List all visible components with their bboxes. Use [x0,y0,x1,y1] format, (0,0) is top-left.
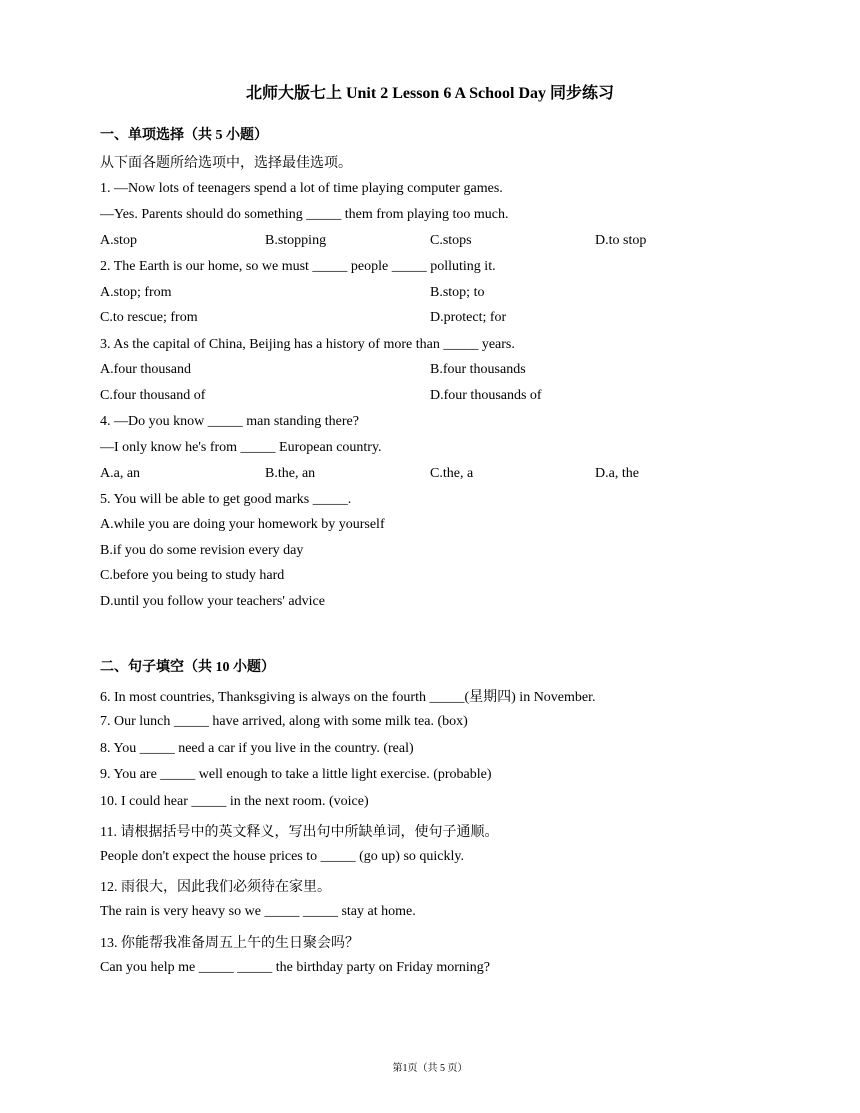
q2-option-a: A.stop; from [100,285,172,300]
q2-line1: 2. The Earth is our home, so we must _____ people _____ polluting it. [100,259,496,274]
q1-option-c: C.stops [430,233,472,248]
q13-sentence: Can you help me _____ _____ the birthday party on Friday morning? [100,960,490,975]
q4-option-c: C.the, a [430,466,474,481]
q4-line2: —I only know he's from _____ European country. [100,440,382,455]
q1-line1: 1. —Now lots of teenagers spend a lot of time playing computer games. [100,181,503,196]
q4-option-d: D.a, the [595,466,639,481]
q3-option-a: A.four thousand [100,362,191,377]
page-footer: 第1页（共 5 页） [392,1063,468,1074]
q2-option-b: B.stop; to [430,285,485,300]
q4-line1: 4. —Do you know _____ man standing there? [100,414,359,429]
q5-option-d: D.until you follow your teachers' advice [100,594,325,609]
section2-heading: 二、句子填空（共 10 小题） [100,660,275,675]
section1-heading: 一、单项选择（共 5 小题） [100,128,268,143]
q5-option-c: C.before you being to study hard [100,568,285,583]
q12-sentence: The rain is very heavy so we _____ _____ stay at home. [100,904,416,919]
q10: 10. I could hear _____ in the next room. (voice) [100,794,369,809]
q2-option-c: C.to rescue; from [100,310,198,325]
q5-line1: 5. You will be able to get good marks _____. [100,492,352,507]
q1-option-d: D.to stop [595,233,647,248]
q6: 6. In most countries, Thanksgiving is always on the fourth _____(星期四) in November. [100,690,596,705]
q4-option-b: B.the, an [265,466,316,481]
q1-option-a: A.stop [100,233,137,248]
section1-instruction: 从下面各题所给选项中，选择最佳选项。 [100,156,352,171]
q12-chinese: 12. 雨很大，因此我们必须待在家里。 [100,880,331,895]
q13-chinese: 13. 你能帮我准备周五上午的生日聚会吗？ [100,936,359,951]
q11-sentence: People don't expect the house prices to _____ (go up) so quickly. [100,849,464,864]
q3-option-b: B.four thousands [430,362,526,377]
q1-option-b: B.stopping [265,233,327,248]
q4-option-a: A.a, an [100,466,141,481]
q8: 8. You _____ need a car if you live in the country. (real) [100,741,414,756]
page-title: 北师大版七上 Unit 2 Lesson 6 A School Day 同步练习 [245,85,615,102]
q5-option-a: A.while you are doing your homework by yourself [100,517,385,532]
q2-option-d: D.protect; for [430,310,507,325]
q7: 7. Our lunch _____ have arrived, along with some milk tea. (box) [100,714,468,729]
q3-option-c: C.four thousand of [100,388,206,403]
q5-option-b: B.if you do some revision every day [100,543,304,558]
q11-instruction: 11. 请根据括号中的英文释义，写出句中所缺单词，使句子通顺。 [100,825,499,840]
q3-option-d: D.four thousands of [430,388,542,403]
q9: 9. You are _____ well enough to take a little light exercise. (probable) [100,767,492,782]
q3-line1: 3. As the capital of China, Beijing has a history of more than _____ years. [100,337,515,352]
q1-line2: —Yes. Parents should do something _____ them from playing too much. [100,207,509,222]
